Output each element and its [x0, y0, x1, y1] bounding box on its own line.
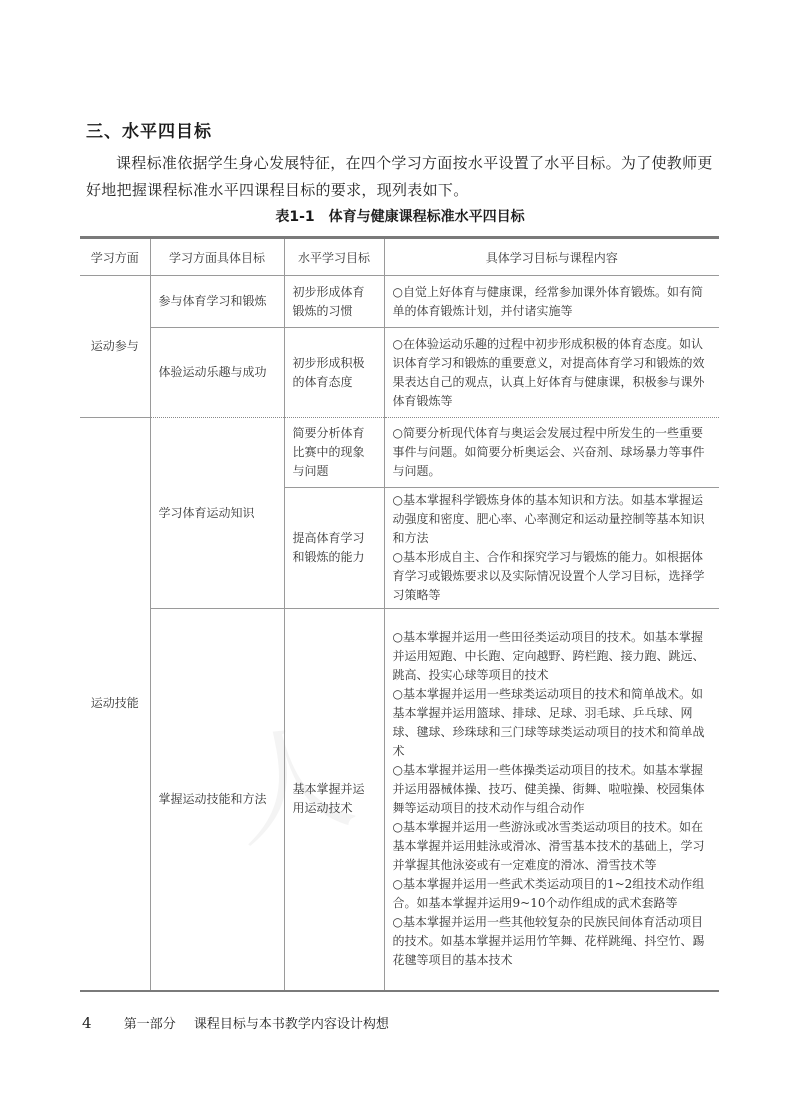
- level-cell: 基本掌握并运用运动技术: [284, 609, 384, 991]
- content-cell: [384, 276, 719, 328]
- footer-title: 课程目标与本书教学内容设计构想: [193, 1017, 389, 1032]
- header-cell: 水平学习目标: [284, 238, 384, 276]
- content-item: ○在体验运动乐趣的过程中初步形成积极的体育态度。如认识体育学习和锻炼的重要意义，对提高体育学习和锻炼的效果表达自己的观点，认真上好体育与健康课，积极参与课外体育锻炼等: [392, 336, 705, 408]
- level-cell: 提高体育学习和锻炼的能力: [284, 488, 384, 609]
- page-number: 4: [82, 1014, 92, 1032]
- content-cell: [384, 328, 719, 418]
- page-footer: [82, 1013, 389, 1032]
- content-item: ○自觉上好体育与健康课，经常参加课外体育锻炼。如有简单的体育锻炼计划，并付诸实施等: [392, 284, 703, 318]
- table-row: [80, 276, 719, 328]
- table-row: [80, 328, 719, 418]
- category-cell: 运动参与: [80, 276, 150, 418]
- aspect-cell: 掌握运动技能和方法: [150, 609, 284, 991]
- intro-paragraph: 课程标准依据学生身心发展特征，在四个学习方面按水平设置了水平目标。为了使教师更好地把握课程标准水平四课程目标的要求，现列表如下。: [86, 154, 713, 199]
- content-item: ○基本形成自主、合作和探究学习与锻炼的能力。如根据体育学习或锻炼要求以及实际情况设置个人学习目标，选择学习策略等: [392, 550, 705, 602]
- aspect-cell: 体验运动乐趣与成功: [150, 328, 284, 418]
- header-cell: 学习方面具体目标: [150, 238, 284, 276]
- content-item: ○基本掌握并运用一些游泳或冰雪类运动项目的技术。如在基本掌握并运用蛙泳或滑冰、滑雪基本技术的基础上，学习并掌握其他泳姿或有一定难度的滑冰、滑雪技术等: [392, 820, 705, 873]
- header-cell: 学习方面: [80, 238, 150, 276]
- content-item: ○基本掌握并运用一些体操类运动项目的技术。如基本掌握并运用器械体操、技巧、健美操、街舞、啦啦操、校园集体舞等运动项目的技术动作与组合动作: [392, 763, 705, 816]
- aspect-cell: 学习体育运动知识: [150, 418, 284, 609]
- goals-table: [80, 236, 719, 992]
- table-row: [80, 418, 719, 488]
- level-cell: 初步形成体育锻炼的习惯: [284, 276, 384, 328]
- table-row: [80, 609, 719, 991]
- header-cell: 具体学习目标与课程内容: [384, 238, 719, 276]
- content-item: ○简要分析现代体育与奥运会发展过程中所发生的一些重要事件与问题。如简要分析奥运会、兴奋剂、球场暴力等事件与问题。: [392, 426, 705, 478]
- content-item: ○基本掌握科学锻炼身体的基本知识和方法。如基本掌握运动强度和密度、肥心率、心率测定和运动量控制等基本知识和方法: [392, 493, 705, 545]
- aspect-cell: 参与体育学习和锻炼: [150, 276, 284, 328]
- level-cell: 简要分析体育比赛中的现象与问题: [284, 418, 384, 488]
- content-item: ○基本掌握并运用一些武术类运动项目的1~2组技术动作组合。如基本掌握并运用9~10个动作组成的武术套路等: [392, 877, 705, 911]
- level-cell: 初步形成积极的体育态度: [284, 328, 384, 418]
- table-header-row: [80, 238, 719, 276]
- section-title: 三、水平四目标: [86, 122, 212, 142]
- footer-part: 第一部分: [123, 1017, 176, 1032]
- table-caption: 表1-1 体育与健康课程标准水平四目标: [275, 209, 525, 225]
- content-item: ○基本掌握并运用一些田径类运动项目的技术。如基本掌握并运用短跑、中长跑、定向越野、跨栏跑、接力跑、跳远、跳高、投实心球等项目的技术: [392, 630, 705, 683]
- content-item: ○基本掌握并运用一些其他较复杂的民族民间体育活动项目的技术。如基本掌握并运用竹竿舞、花样跳绳、抖空竹、踢花毽等项目的基本技术: [392, 915, 705, 968]
- content-cell: [384, 609, 719, 991]
- category-cell: 运动技能: [80, 418, 150, 991]
- content-cell: [384, 488, 719, 609]
- content-item: ○基本掌握并运用一些球类运动项目的技术和简单战术。如基本掌握并运用篮球、排球、足球、羽毛球、乒乓球、网球、毽球、珍珠球和三门球等球类运动项目的技术和简单战术: [392, 687, 705, 759]
- content-cell: [384, 418, 719, 488]
- goals-table-wrapper: [80, 236, 719, 992]
